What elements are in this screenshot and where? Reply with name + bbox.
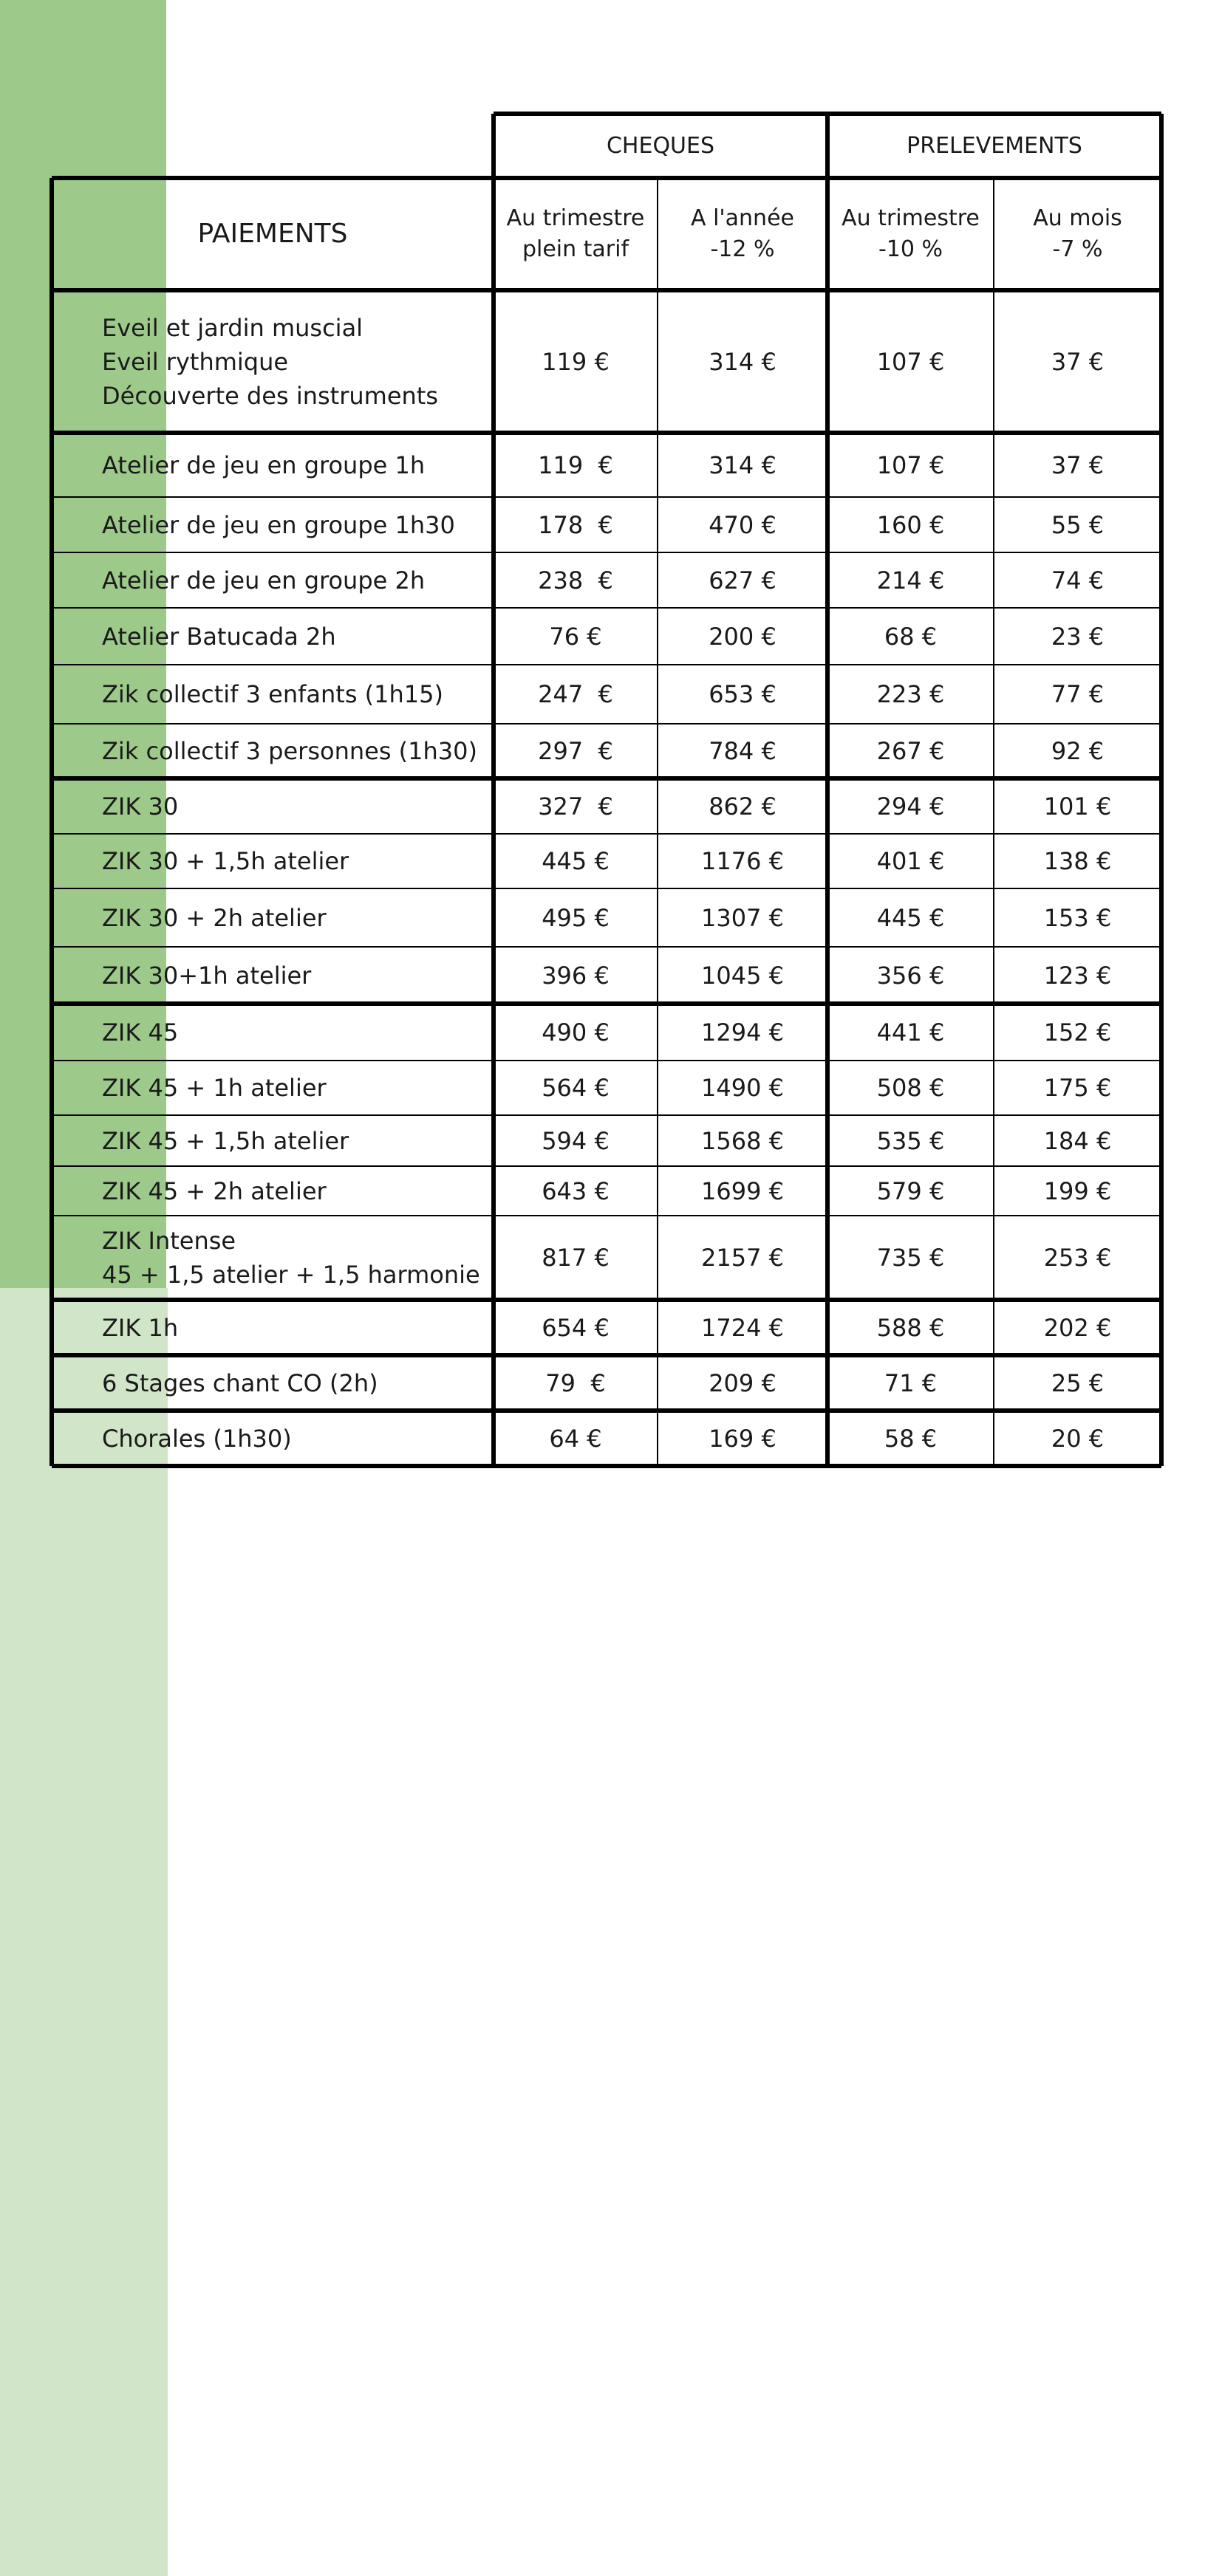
price-cheque-annee: 1568 € [701,1126,784,1155]
price-cheque-trimestre: 654 € [542,1313,610,1342]
price-cheque-annee: 470 € [709,510,776,539]
border-header-bottom [52,288,1161,292]
row-separator [52,496,1161,498]
column-header-line: Au trimestre [842,205,980,231]
price-prelevement-trimestre: 68 € [884,622,938,651]
row-separator [52,1114,1161,1116]
column-header-col1 [494,178,658,290]
group-header-prelevements: PRELEVEMENTS [907,132,1082,159]
price-cheque-annee: 1176 € [701,847,784,875]
price-cheque-annee: 169 € [709,1424,776,1453]
price-cheque-trimestre: 327 € [538,792,613,821]
row-label-line: 6 Stages chant CO (2h) [102,1368,378,1397]
column-header-col4 [994,178,1161,290]
price-cheque-annee: 862 € [709,792,776,821]
row-label [52,1355,494,1411]
group-header-cheques: CHEQUES [606,132,715,159]
row-separator [52,1298,1161,1302]
row-label [52,552,494,608]
row-label-line: ZIK Intense [102,1227,236,1255]
price-cheque-trimestre: 64 € [549,1424,602,1453]
row-separator [52,1215,1161,1216]
price-cheque-annee: 314 € [709,347,776,376]
price-prelevement-mois: 138 € [1043,847,1112,875]
price-cheque-annee: 314 € [709,451,776,479]
price-prelevement-mois: 20 € [1051,1424,1105,1453]
row-label [52,1300,494,1355]
row-label-line: Atelier de jeu en groupe 2h [102,566,426,595]
price-cheque-annee: 209 € [709,1368,776,1397]
price-cheque-trimestre: 643 € [542,1176,610,1205]
column-header-line: plein tarif [522,236,629,262]
price-prelevement-mois: 74 € [1051,566,1105,595]
price-cheque-trimestre: 119 € [542,347,610,376]
row-label-line: 45 + 1,5 atelier + 1,5 harmonie [102,1261,480,1289]
row-label-line: ZIK 30 + 1,5h atelier [102,847,349,875]
price-cheque-trimestre: 490 € [542,1018,610,1046]
border-top-header [52,176,1161,180]
price-cheque-annee: 627 € [709,566,776,595]
row-separator [52,431,1161,435]
row-label [52,290,494,433]
row-label [52,834,494,888]
row-label [52,1115,494,1166]
price-prelevement-mois: 55 € [1051,510,1105,539]
row-separator [52,833,1161,835]
price-prelevement-trimestre: 441 € [876,1018,945,1046]
price-prelevement-trimestre: 445 € [876,903,945,932]
price-prelevement-trimestre: 107 € [876,347,945,376]
price-cheque-annee: 1045 € [701,961,784,990]
column-header-col3 [827,178,994,290]
row-label-line: Atelier de jeu en groupe 1h [102,451,426,479]
price-prelevement-mois: 175 € [1043,1074,1112,1102]
row-label [52,433,494,497]
border-label-column [491,114,496,1466]
row-label-line: Atelier Batucada 2h [102,622,336,651]
price-prelevement-mois: 153 € [1043,903,1112,932]
column-header-col2 [658,178,827,290]
price-prelevement-trimestre: 356 € [876,961,945,990]
price-prelevement-mois: 253 € [1043,1244,1112,1272]
row-separator [52,1001,1161,1006]
price-cheque-annee: 2157 € [701,1244,784,1272]
price-prelevement-mois: 37 € [1051,347,1105,376]
border-left [50,178,54,1466]
price-prelevement-mois: 123 € [1043,961,1112,990]
price-cheque-trimestre: 119 € [538,451,613,479]
price-prelevement-mois: 77 € [1051,680,1105,708]
column-header-line: A l'année [691,205,794,231]
prelevement-mois-bg [0,1288,168,2576]
price-cheque-annee: 1294 € [701,1018,784,1046]
price-cheque-annee: 1699 € [701,1176,784,1205]
column-header-line: Au trimestre [506,205,645,231]
row-label-line: ZIK 30+1h atelier [102,961,312,990]
price-cheque-annee: 1307 € [701,903,784,932]
price-prelevement-trimestre: 267 € [876,737,945,765]
row-separator [52,1408,1161,1413]
row-label [52,1061,494,1115]
price-prelevement-trimestre: 535 € [876,1126,945,1155]
border-right [1159,114,1164,1466]
price-cheque-annee: 653 € [709,680,776,708]
row-label [52,947,494,1004]
row-label-line: ZIK 30 [102,792,179,821]
price-cheque-annee: 1724 € [701,1313,784,1342]
price-prelevement-trimestre: 71 € [884,1368,938,1397]
price-cheque-trimestre: 297 € [538,737,613,765]
price-prelevement-trimestre: 160 € [876,510,945,539]
row-label-line: Zik collectif 3 personnes (1h30) [102,737,477,765]
price-prelevement-mois: 202 € [1043,1313,1112,1342]
row-separator [52,946,1161,948]
price-prelevement-mois: 184 € [1043,1126,1112,1155]
row-label-line: ZIK 45 + 2h atelier [102,1176,327,1205]
price-cheque-trimestre: 238 € [538,566,613,595]
row-label-line: ZIK 45 + 1h atelier [102,1074,327,1102]
price-cheque-trimestre: 79 € [545,1368,606,1397]
price-cheque-annee: 1490 € [701,1074,784,1102]
row-label-line: Eveil rythmique [102,347,289,376]
price-prelevement-mois: 152 € [1043,1018,1112,1046]
row-separator [52,776,1161,781]
price-cheque-trimestre: 495 € [542,903,610,932]
row-separator [52,1060,1161,1061]
row-label-line: ZIK 30 + 2h atelier [102,903,327,932]
price-cheque-trimestre: 247 € [538,680,613,708]
column-header-line: -12 % [710,236,775,262]
price-prelevement-mois: 37 € [1051,451,1105,479]
price-cheque-trimestre: 396 € [542,961,610,990]
row-separator [52,1353,1161,1357]
row-label-line: Atelier de jeu en groupe 1h30 [102,510,455,539]
row-label-line: Eveil et jardin muscial [102,313,363,342]
row-label [52,1004,494,1061]
row-label [52,724,494,778]
row-separator [52,607,1161,609]
row-label [52,608,494,665]
price-cheque-trimestre: 178 € [538,510,613,539]
row-label [52,778,494,834]
price-prelevement-trimestre: 214 € [876,566,945,595]
border-group-divider [825,114,830,1466]
price-cheque-annee: 784 € [709,737,776,765]
price-prelevement-trimestre: 579 € [876,1176,945,1205]
column-header-line: Au mois [1033,205,1122,231]
price-prelevement-mois: 199 € [1043,1176,1112,1205]
row-separator [52,888,1161,889]
price-cheque-trimestre: 76 € [549,622,602,651]
row-separator [52,723,1161,724]
row-label-line: ZIK 1h [102,1313,179,1342]
row-label [52,1166,494,1216]
row-label [52,497,494,552]
price-prelevement-trimestre: 508 € [876,1074,945,1102]
row-label [52,888,494,947]
price-prelevement-trimestre: 294 € [876,792,945,821]
row-label [52,665,494,724]
price-cheque-trimestre: 564 € [542,1074,610,1102]
row-separator [52,664,1161,665]
price-prelevement-mois: 92 € [1051,737,1105,765]
border-bottom [52,1464,1161,1468]
row-label-line: Chorales (1h30) [102,1424,292,1453]
row-separator [52,1165,1161,1167]
price-prelevement-mois: 101 € [1043,792,1112,821]
price-prelevement-trimestre: 735 € [876,1244,945,1272]
row-label [52,1216,494,1300]
row-label-line: Découverte des instruments [102,381,438,410]
divider-col2 [657,178,658,1466]
price-cheque-annee: 200 € [709,622,776,651]
column-header-line: -10 % [878,236,943,262]
price-cheque-trimestre: 817 € [542,1244,610,1272]
price-cheque-trimestre: 445 € [542,847,610,875]
price-prelevement-trimestre: 58 € [884,1424,938,1453]
row-label-line: ZIK 45 + 1,5h atelier [102,1126,349,1155]
row-label [52,1411,494,1466]
price-prelevement-trimestre: 401 € [876,847,945,875]
paiements-header: PAIEMENTS [197,219,348,249]
price-prelevement-trimestre: 223 € [876,680,945,708]
price-prelevement-mois: 23 € [1051,622,1105,651]
row-label-line: ZIK 45 [102,1018,179,1046]
price-prelevement-trimestre: 107 € [876,451,945,479]
price-prelevement-mois: 25 € [1051,1368,1105,1397]
row-separator [52,552,1161,553]
divider-col4 [993,178,994,1466]
row-label-line: Zik collectif 3 enfants (1h15) [102,680,443,708]
price-cheque-trimestre: 594 € [542,1126,610,1155]
column-header-line: -7 % [1052,236,1103,262]
price-prelevement-trimestre: 588 € [876,1313,945,1342]
